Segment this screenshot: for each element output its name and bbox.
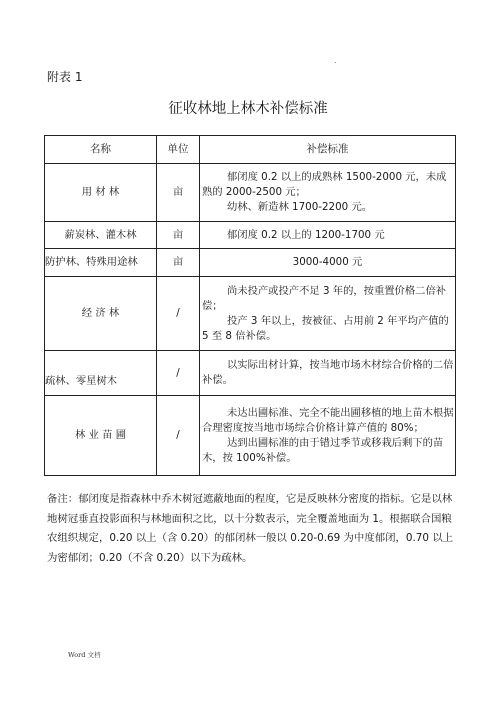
table-row	[45, 277, 456, 351]
row-standard	[200, 164, 456, 222]
table-row	[45, 249, 456, 277]
header-standard: 补偿标准	[200, 136, 456, 164]
row-unit: 亩	[157, 222, 200, 249]
header-dot: .	[334, 56, 337, 65]
note-text: 备注：郁闭度是指森林中乔木树冠遮蔽地面的程度，它是反映林分密度的指标。它是以林地树冠垂直投影面积与林地面积之比，以十分数表示，完全覆盖地面为 1。根据联合国粮农组织规定，0.20 以上（含 0.20）的郁闭林一般以 0.20-0.69 为中度郁闭，0.70 以上为密郁闭；0.20（不含 0.20）以下为疏林。	[47, 493, 454, 564]
row-unit: /	[157, 396, 200, 476]
table-row	[45, 396, 456, 476]
header-name: 名称	[45, 136, 157, 164]
compensation-table	[44, 135, 456, 476]
row-standard	[200, 351, 456, 396]
row-name: 疏林、零星树木	[45, 351, 157, 396]
row-standard	[200, 277, 456, 351]
row-standard	[200, 222, 456, 249]
row-name: 经 济 林	[45, 277, 157, 351]
table-row	[45, 222, 456, 249]
appendix-label: 附表 1	[47, 70, 83, 84]
standard-line: 幼林、新造林 1700-2200 元。	[227, 201, 373, 213]
standard-line: 3000-4000 元	[292, 256, 363, 268]
standard-line: 郁闭度 0.2 以上的 1200-1700 元	[227, 228, 385, 241]
row-name: 用 材 林	[45, 164, 157, 222]
standard-line: 投产 3 年以上，按被征、占用前 2 年平均产值的 5 至 8 倍补偿。	[202, 314, 449, 342]
row-unit: /	[157, 351, 200, 396]
note-paragraph	[47, 490, 455, 568]
standard-line: 郁闭度 0.2 以上的成熟林 1500-2000 元，未成熟的 2000-2500 元；	[202, 171, 447, 198]
standard-line: 尚未投产或投产不足 3 年的，按重置价格二倍补偿；	[202, 284, 447, 312]
standard-line: 以实际出材计算，按当地市场木材综合价格的二倍补偿。	[202, 359, 454, 386]
row-standard	[200, 396, 456, 476]
row-name: 林 业 苗 圃	[45, 396, 157, 476]
page-title: 征收林地上林木补偿标准	[168, 101, 328, 117]
table-row	[45, 164, 456, 222]
standard-line: 未达出圃标准、完全不能出圃移植的地上苗木根据合理密度按当地市场综合价格计算产值的 80%；	[202, 406, 454, 434]
row-name: 防护林、特殊用途林	[45, 249, 157, 277]
table-row	[45, 351, 456, 396]
standard-line: 达到出圃标准的由于错过季节或移栽后剩下的苗木，按 100%补偿。	[202, 436, 444, 464]
row-name: 薪炭林、灌木林	[45, 222, 157, 249]
row-unit: /	[157, 277, 200, 351]
table-header-row	[45, 136, 456, 164]
footer-label: Word 文档	[68, 651, 101, 659]
header-unit: 单位	[157, 136, 200, 164]
row-unit: 亩	[157, 164, 200, 222]
row-standard	[200, 249, 456, 277]
row-unit: 亩	[157, 249, 200, 277]
